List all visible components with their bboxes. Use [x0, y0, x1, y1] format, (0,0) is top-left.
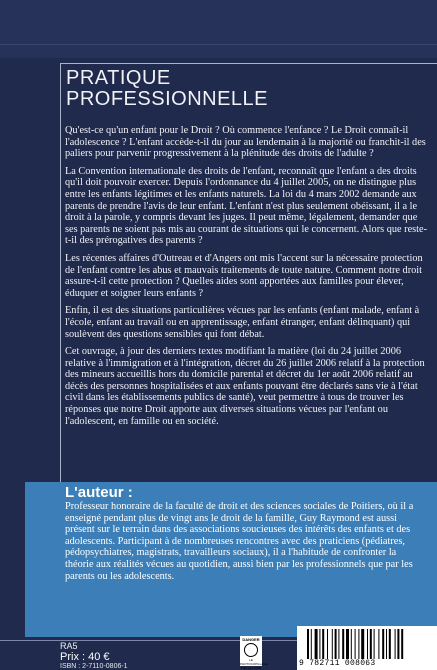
warning-icon: [244, 643, 258, 657]
price: Prix : 40 €: [60, 651, 110, 663]
paragraph: Cet ouvrage, à jour des derniers textes modifiant la matière (loi du 24 juillet 2006 relative à l'immigration et à l'intégration, décret du 26 juillet 2006 relatif à la protection des mineurs accueillis hors du domicile parental et décret du 1er août 2006 relatif au décès des personnes hospitalisées et aux enfants pouvant être déclarés sans vie à l'état civil dans les établissements publics de santé), veut permettre à tous de trouver les réponses que notre Droit apporte aux diverses situations vécues par l'enfant ou l'adolescent, en famille ou en société.: [65, 346, 425, 427]
heading-line-1: PRATIQUE: [66, 67, 171, 89]
divider: [0, 44, 437, 45]
summary-text: [65, 125, 427, 433]
author-title: L'auteur :: [65, 484, 133, 501]
isbn: ISBN : 2-7110-0806-1: [60, 663, 128, 670]
top-band: [0, 0, 437, 58]
photocopy-warning-logo: [240, 636, 268, 670]
barcode: [297, 626, 437, 670]
paragraph: Enfin, il est des situations particulières vécues par les enfants (enfant malade, enfant à l'école, enfant au travail ou en apprentissage, enfant étranger, enfant délinquant) qui soulèvent des questions sensibles qui font débat.: [65, 305, 420, 340]
collection-heading: [66, 68, 268, 110]
barcode-bars-icon: [307, 629, 429, 659]
danger-caption: LE PHOTOCOPILLAGE TUE LE LIVRE: [240, 658, 268, 670]
paragraph: Les récentes affaires d'Outreau et d'Angers ont mis l'accent sur la nécessaire protection de l'enfant contre les abus et mauvais traitements de toute nature. Comment notre droit assure-t-il cette protection ? Quelles aides sont apportées aux familles pour élever, éduquer et soigner leurs enfants ?: [65, 252, 423, 299]
paragraph: La Convention internationale des droits de l'enfant, reconnaît que l'enfant a des droits qu'il doit pouvoir exercer. Depuis l'ordonnance du 4 juillet 2005, on ne distingue plus entre les enfants légitimes et les enfants naturels. La loi du 4 mars 2002 demande aux parents de prendre l'avis de leur enfant. L'enfant n'est plus seulement obéissant, il a le droit à la parole, y compris devant les juges. Il peut même, légalement, demander que ses parents ne soient pas mis au courant de situations qui le concernent. Alors que reste-t-il des prérogatives des parents ?: [65, 165, 428, 247]
series-code: RA5: [60, 641, 78, 651]
heading-line-2: PROFESSIONNELLE: [66, 88, 269, 110]
barcode-digits: 9 782711 008063: [299, 659, 376, 668]
author-bio: Professeur honoraire de la faculté de droit et des sciences sociales de Poitiers, où il a enseigné pendant plus de vingt ans le droit de la famille, Guy Raymond est aussi présent sur le terrain dans des associations soucieuses des intérêts des enfants et des adolescents. Participant à de nombreuses rencontres avec des praticiens (pédiatres, pédopsychiatres, magistrats, travailleurs sociaux), il a l'habitude de confronter la théorie aux réalités vécues au quotidien, aussi bien par les professionnels que par les parents ou les adolescents.: [65, 501, 414, 582]
paragraph: Qu'est-ce qu'un enfant pour le Droit ? Où commence l'enfance ? Le Droit connaît-il l'adolescence ? L'enfant accède-t-il du jour au lendemain à la majorité ou franchit-il des paliers pour parvenir progressivement à la plénitude des droits de l'adulte ?: [65, 125, 426, 160]
danger-label: DANGER: [242, 637, 260, 642]
